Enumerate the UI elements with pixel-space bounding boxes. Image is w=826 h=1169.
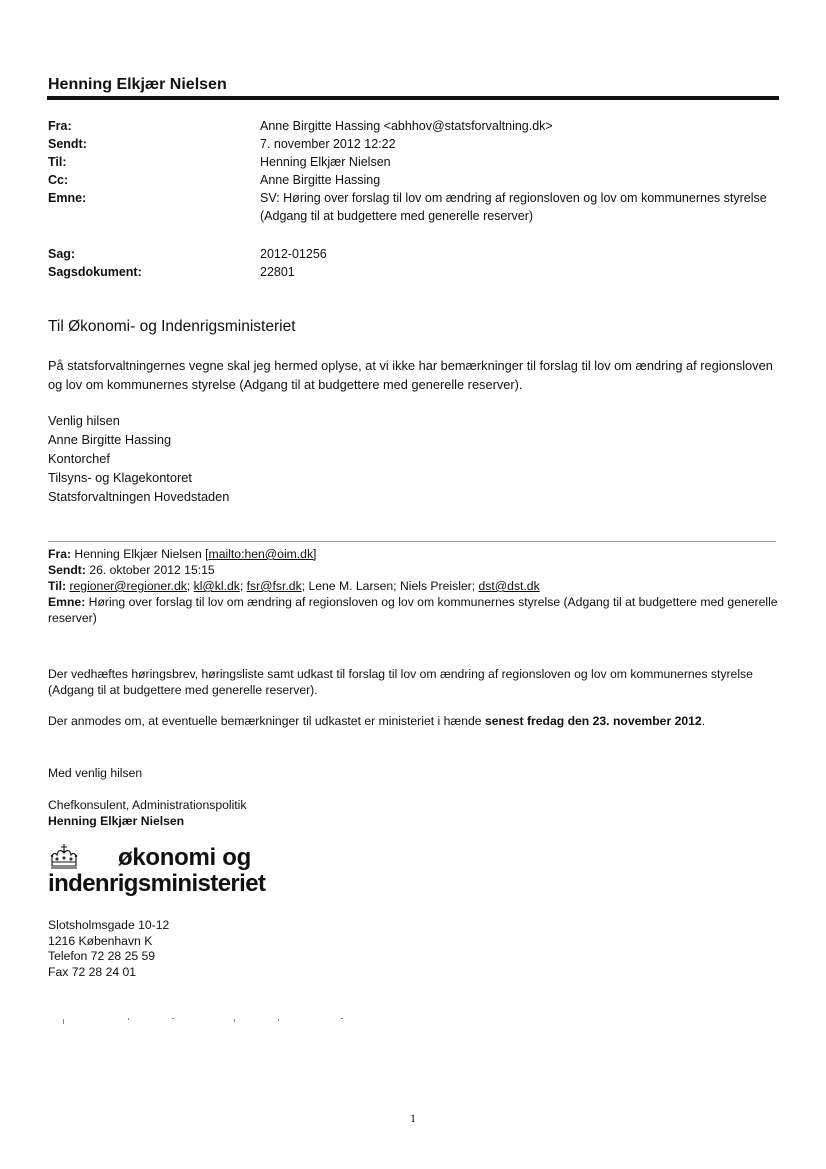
fwd-from-mailto-link[interactable]: [mailto:hen@oim.dk] — [205, 547, 317, 561]
fwd-subject-value: Høring over forslag til lov om ændring af regionsloven og lov om kommunernes styrelse (Adgang til at budgettere med generelle reserver) — [48, 595, 778, 625]
subject-label: Emne: — [48, 191, 87, 205]
address-city: 1216 København K — [48, 933, 153, 948]
scan-speck — [234, 1019, 235, 1022]
reply-signer-office: Tilsyns- og Klagekontoret — [48, 470, 192, 485]
fwd-to-recipient: Lene M. Larsen — [308, 579, 394, 593]
case-label: Sag: — [48, 247, 76, 261]
cc-value: Anne Birgitte Hassing — [260, 173, 381, 187]
reply-greeting: Venlig hilsen — [48, 413, 120, 428]
fwd-paragraph-attachments: Der vedhæftes høringsbrev, høringsliste samt udkast til forslag til lov om ændring af regionsloven og lov om kommunernes styrelse (Adgang til at budgettere med generelle reserver). — [48, 667, 753, 697]
to-label: Til: — [48, 155, 67, 169]
fwd-to-email-link[interactable]: fsr@fsr.dk — [246, 579, 302, 593]
fwd-to-separator: ; — [393, 579, 397, 593]
fwd-subject-label: Emne: — [48, 595, 86, 609]
reply-signer-role: Kontorchef — [48, 451, 110, 466]
fwd-from-name: Henning Elkjær Nielsen — [74, 547, 202, 561]
casedoc-value: 22801 — [260, 265, 295, 279]
deadline-period: . — [701, 714, 706, 728]
address-fax: Fax 72 28 24 01 — [48, 964, 137, 979]
reply-signer-org: Statsforvaltningen Hovedstaden — [48, 489, 230, 504]
reply-addressee: Til Økonomi- og Indenrigsministeriet — [48, 318, 296, 335]
from-value: Anne Birgitte Hassing <abhhov@statsforvaltning.dk> — [260, 119, 553, 133]
fwd-to-separator: ; — [239, 579, 244, 593]
address-street: Slotsholmsgade 10-12 — [48, 918, 170, 932]
deadline-date: senest fredag den 23. november 2012 — [484, 714, 702, 728]
subject-value: SV: Høring over forslag til lov om ændring af regionsloven og lov om kommunernes styrelse (Adgang til at budgettere med generelle reserver) — [260, 191, 767, 223]
scan-speck — [63, 1019, 64, 1024]
fwd-from-label: Fra: — [48, 547, 72, 561]
document-sender-title: Henning Elkjær Nielsen — [48, 76, 227, 93]
fwd-to-label: Til: — [48, 579, 67, 593]
page-number: 1 — [410, 1111, 416, 1125]
deadline-text: Der anmodes om, at eventuelle bemærkninger til udkastet er ministeriet i hænde — [48, 714, 482, 728]
scan-speck — [278, 1019, 279, 1021]
scan-speck — [172, 1018, 174, 1019]
fwd-signer-name: Henning Elkjær Nielsen — [48, 814, 185, 828]
fwd-sent-value: 26. oktober 2012 15:15 — [89, 563, 215, 577]
to-value: Henning Elkjær Nielsen — [260, 155, 391, 169]
sent-label: Sendt: — [48, 137, 87, 151]
fwd-to-email-link[interactable]: regioner@regioner.dk — [69, 579, 187, 593]
case-value: 2012-01256 — [260, 247, 327, 261]
fwd-signer-title: Chefkonsulent, Administrationspolitik — [48, 798, 247, 812]
casedoc-label: Sagsdokument: — [48, 265, 142, 279]
scan-speck — [128, 1018, 129, 1020]
fwd-to-email-link[interactable]: kl@kl.dk — [193, 579, 240, 593]
fwd-to-separator: ; — [301, 579, 306, 593]
fwd-to-email-link[interactable]: dst@dst.dk — [478, 579, 540, 593]
fwd-greeting: Med venlig hilsen — [48, 766, 143, 780]
fwd-sent-label: Sendt: — [48, 563, 86, 577]
sent-value: 7. november 2012 12:22 — [260, 137, 396, 151]
fwd-to-recipient: Niels Preisler — [399, 579, 472, 593]
logo-text-line2: indenrigsministeriet — [48, 870, 266, 897]
from-label: Fra: — [48, 119, 72, 133]
reply-signer-name: Anne Birgitte Hassing — [48, 432, 172, 447]
reply-body: På statsforvaltningernes vegne skal jeg hermed oplyse, at vi ikke har bemærkninger til forslag til lov om ændring af regionsloven og lov om kommunernes styrelse (Adgang til at budgettere med generelle reserver). — [48, 358, 773, 392]
fwd-to-separator: ; — [186, 579, 191, 593]
scan-speck — [341, 1018, 343, 1019]
fwd-to-separator: ; — [471, 579, 476, 593]
logo-text-line1: økonomi og — [118, 844, 251, 871]
address-phone: Telefon 72 28 25 59 — [48, 949, 156, 963]
cc-label: Cc: — [48, 173, 69, 187]
